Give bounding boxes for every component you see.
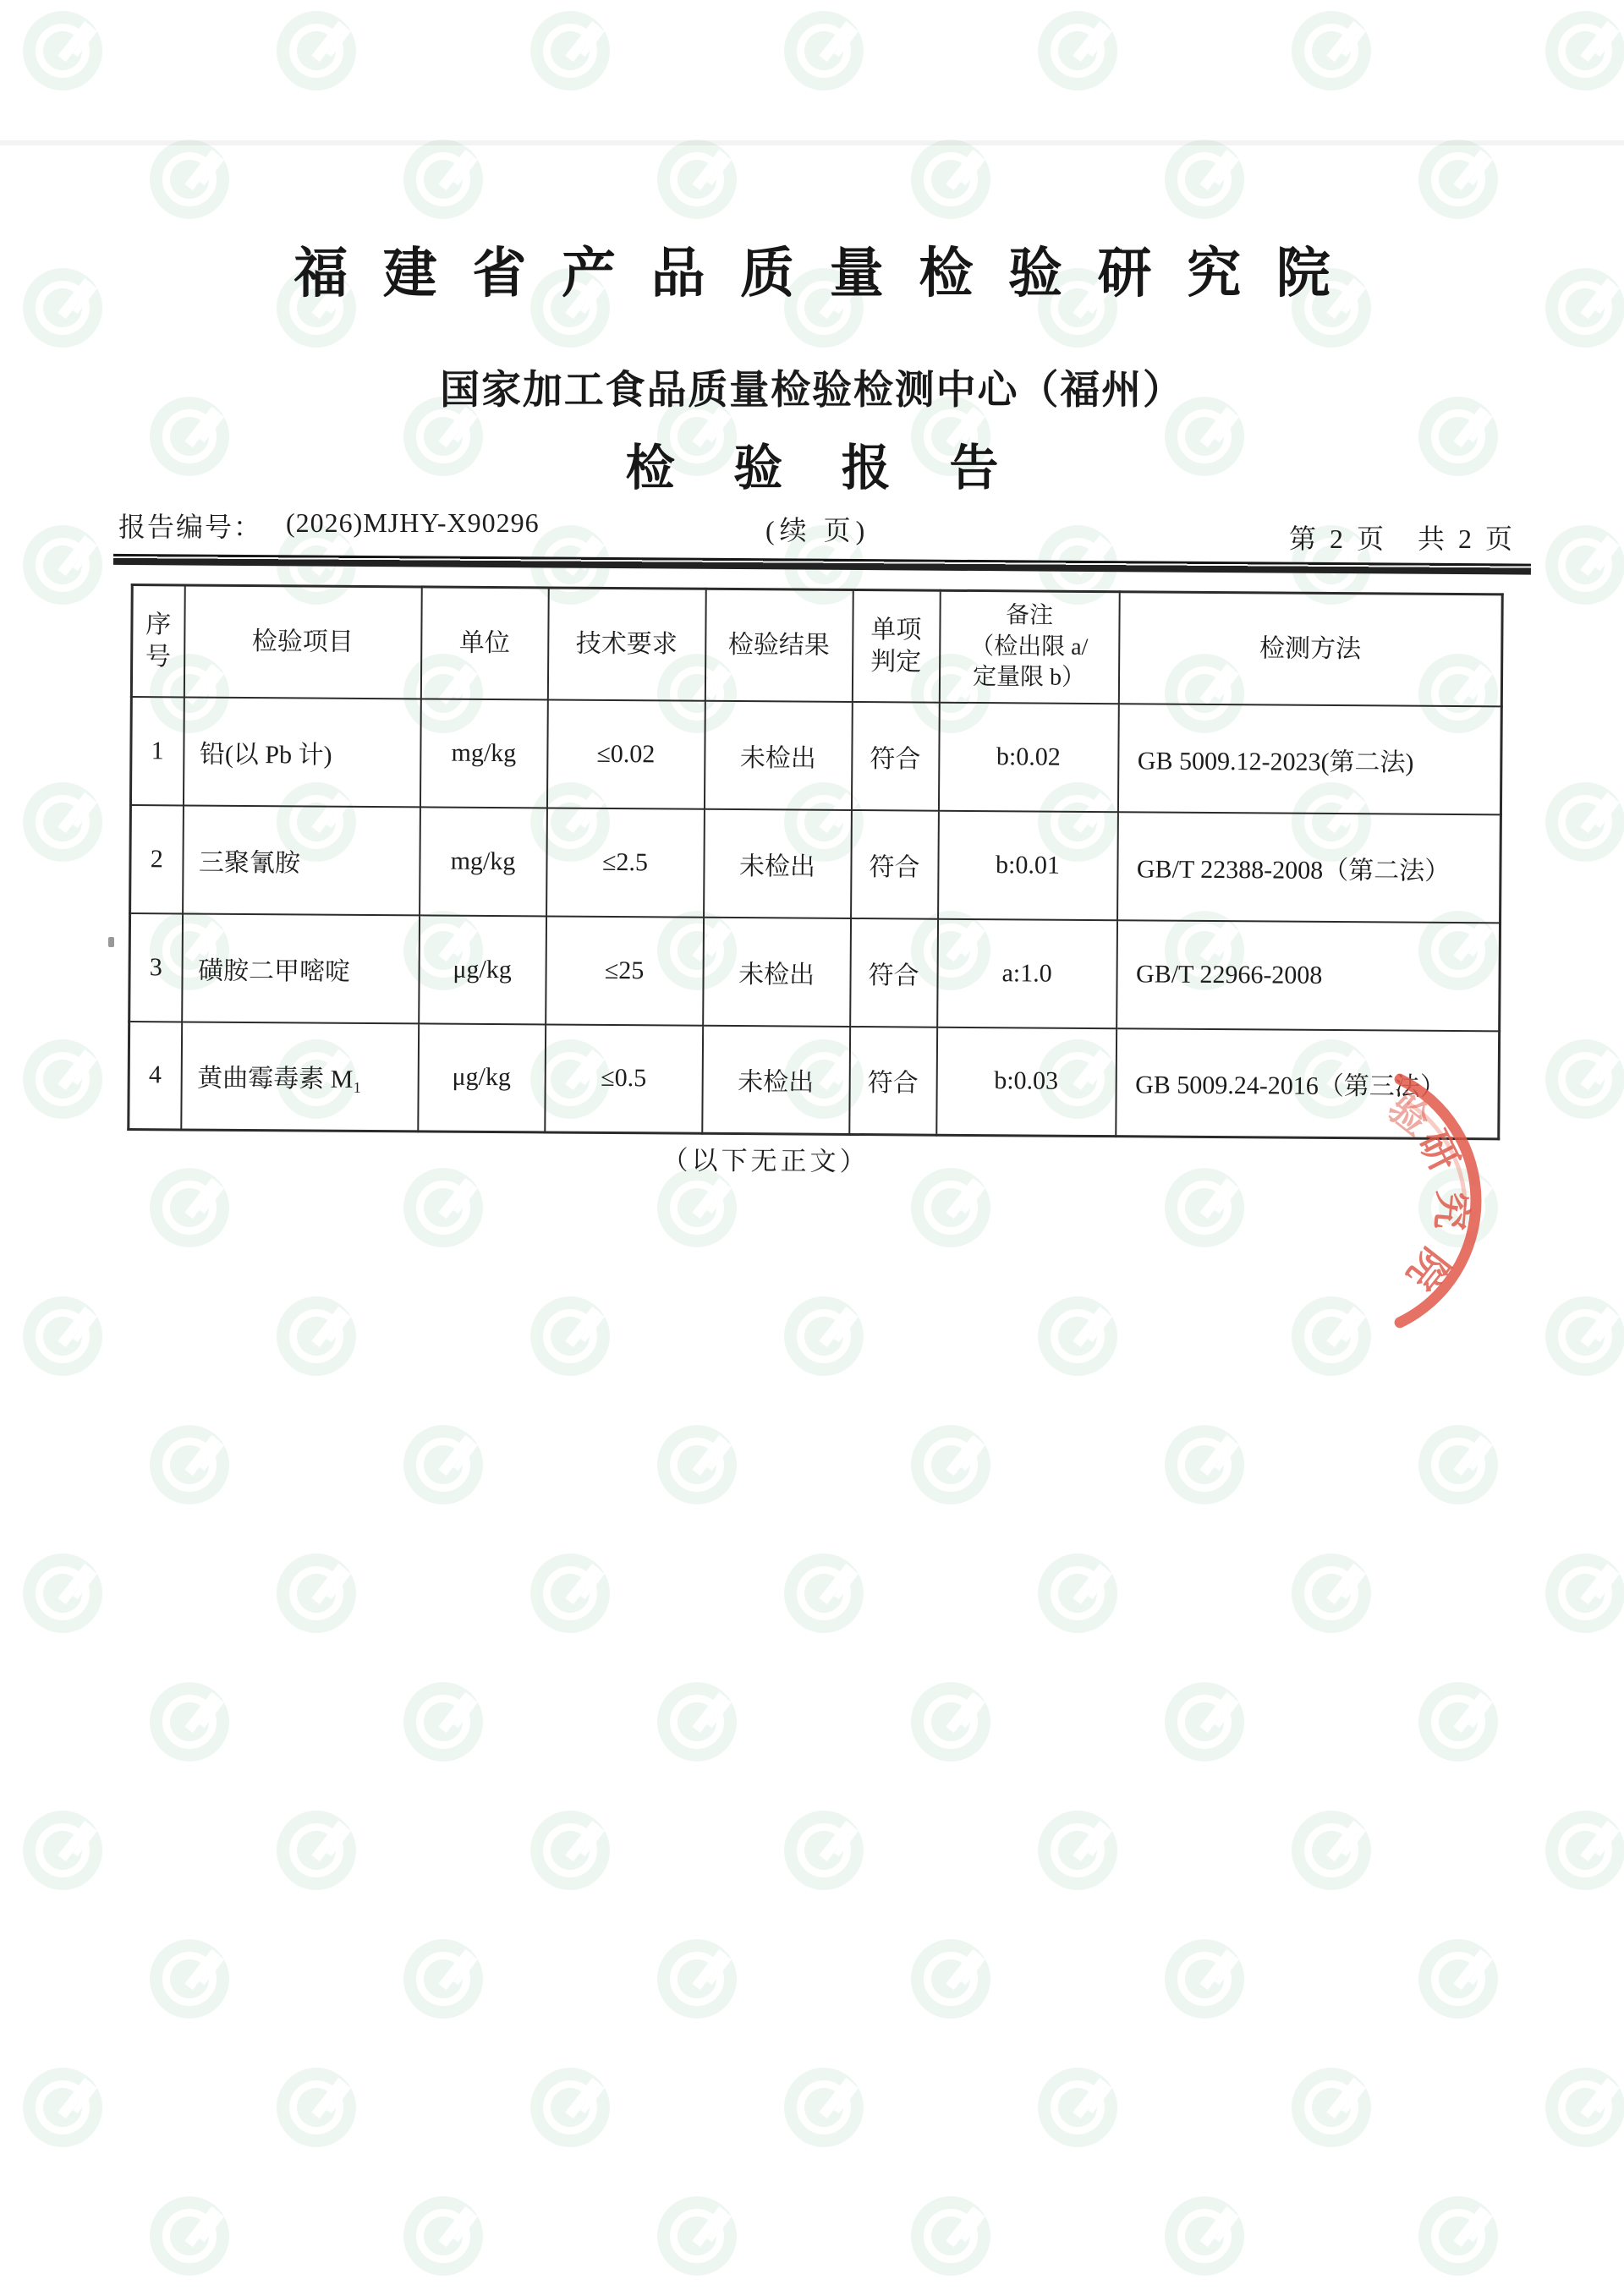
col-header-remark: 备注 （检出限 a/ 定量限 b） bbox=[939, 590, 1119, 703]
cell-unit: μg/kg bbox=[419, 915, 546, 1024]
cell-unit: mg/kg bbox=[420, 807, 547, 916]
cell-judgement: 符合 bbox=[851, 701, 939, 810]
col-header-judgement: 单项 判定 bbox=[852, 589, 940, 702]
cell-item: 磺胺二甲嘧啶 bbox=[182, 913, 420, 1023]
end-of-text-note: （以下无正文） bbox=[661, 1145, 870, 1177]
cell-remark: b:0.03 bbox=[936, 1027, 1116, 1136]
meta-row bbox=[0, 506, 1624, 556]
cell-item: 铅(以 Pb 计) bbox=[183, 697, 420, 807]
col-header-unit: 单位 bbox=[420, 587, 548, 699]
cell-no: 4 bbox=[129, 1022, 182, 1130]
stamp-char: 院 bbox=[1398, 1240, 1457, 1298]
table-row bbox=[129, 913, 1501, 1031]
testing-center-name: 国家加工食品质量检验检测中心（福州） bbox=[440, 369, 1184, 413]
cell-result: 未检出 bbox=[703, 917, 851, 1026]
header-divider-rule bbox=[113, 554, 1531, 575]
page-indicator: 第 2 页 共 2 页 bbox=[1288, 523, 1516, 554]
col-header-result: 检验结果 bbox=[705, 589, 853, 701]
table-header-row bbox=[131, 585, 1502, 706]
cell-requirement: ≤25 bbox=[546, 916, 704, 1025]
cell-no: 1 bbox=[130, 697, 184, 805]
col-header-item: 检验项目 bbox=[184, 585, 421, 699]
cell-judgement: 符合 bbox=[850, 918, 938, 1027]
cell-judgement: 符合 bbox=[851, 809, 939, 918]
stamp-char: 研 bbox=[1410, 1123, 1467, 1179]
cell-remark: b:0.02 bbox=[938, 702, 1118, 811]
institute-title: 福建省产品质量检验研究院 bbox=[294, 244, 1366, 304]
cell-method: GB/T 22966-2008 bbox=[1116, 920, 1501, 1031]
cell-unit: mg/kg bbox=[420, 699, 547, 808]
cell-result: 未检出 bbox=[702, 1025, 850, 1134]
cell-method: GB 5009.12-2023(第二法) bbox=[1117, 704, 1501, 814]
cell-item: 黄曲霉毒素 M₁ bbox=[181, 1022, 419, 1132]
table-row bbox=[130, 805, 1501, 923]
cell-requirement: ≤0.5 bbox=[545, 1024, 703, 1133]
cell-remark: a:1.0 bbox=[937, 918, 1117, 1027]
continuation-note: (续 页) bbox=[765, 515, 870, 545]
report-no-value: (2026)MJHY-X90296 bbox=[286, 507, 540, 538]
report-no-label: 报告编号： bbox=[118, 512, 263, 542]
cell-method: GB 5009.24-2016（第三法） bbox=[1116, 1028, 1500, 1139]
cell-result: 未检出 bbox=[704, 700, 852, 809]
cell-remark: b:0.01 bbox=[938, 810, 1118, 919]
col-header-no: 序 号 bbox=[131, 585, 184, 697]
table-row bbox=[130, 697, 1501, 814]
stamp-char: 究 bbox=[1428, 1189, 1474, 1232]
col-header-requirement: 技术要求 bbox=[547, 588, 705, 700]
cell-no: 3 bbox=[129, 913, 183, 1022]
cell-unit: μg/kg bbox=[418, 1023, 546, 1132]
cell-result: 未检出 bbox=[704, 808, 852, 918]
cell-no: 2 bbox=[130, 805, 184, 913]
cell-item: 三聚氰胺 bbox=[183, 805, 420, 915]
cell-requirement: ≤2.5 bbox=[546, 808, 705, 917]
official-stamp bbox=[1167, 1036, 1531, 1400]
col-header-method: 检测方法 bbox=[1118, 592, 1502, 706]
cell-method: GB/T 22388-2008（第二法） bbox=[1117, 812, 1501, 923]
scan-speck bbox=[108, 937, 114, 947]
cell-judgement: 符合 bbox=[849, 1026, 937, 1135]
cell-requirement: ≤0.02 bbox=[546, 699, 705, 808]
stamp-char: 验 bbox=[1380, 1085, 1438, 1144]
report-title: 检验报告 bbox=[625, 441, 1057, 496]
